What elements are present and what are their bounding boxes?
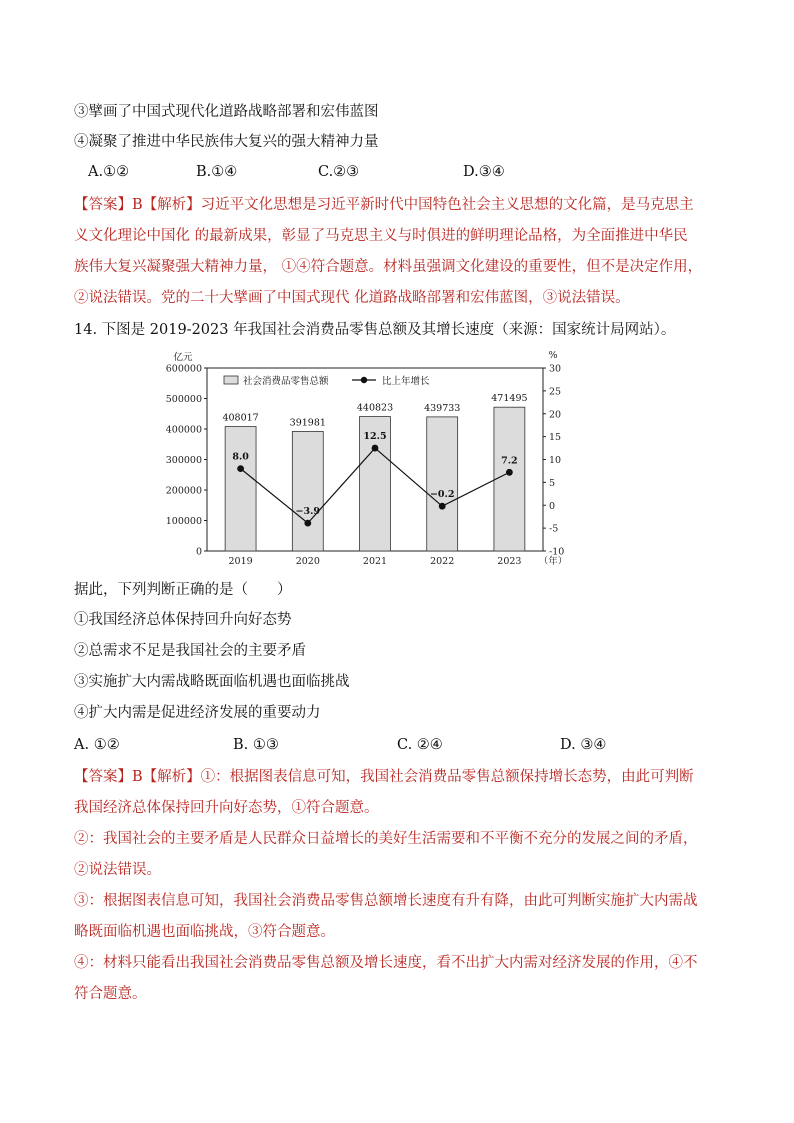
q14-explanation-line-2: 我国经济总体保持回升向好态势，①符合题意。 bbox=[74, 800, 379, 816]
bar-2023 bbox=[494, 407, 525, 551]
left-axis-unit: 亿元 bbox=[173, 352, 193, 363]
growth-label-2019: 8.0 bbox=[232, 451, 249, 463]
retail-sales-chart bbox=[160, 343, 580, 575]
left-axis-tick-label: 400000 bbox=[165, 424, 202, 436]
left-axis-tick-label: 200000 bbox=[165, 485, 202, 497]
left-axis-tick-label: 500000 bbox=[165, 394, 202, 405]
growth-point-2023 bbox=[506, 469, 513, 476]
growth-point-2020 bbox=[304, 520, 311, 527]
growth-label-2021: 12.5 bbox=[363, 431, 387, 443]
x-tick-label-2019: 2019 bbox=[228, 556, 253, 567]
left-axis-tick-label: 0 bbox=[195, 546, 202, 558]
left-axis-tick-label: 300000 bbox=[165, 455, 202, 466]
legend-line-label: 比上年增长 bbox=[382, 376, 430, 387]
x-tick-label-2023: 2023 bbox=[497, 556, 522, 567]
growth-label-2023: 7.2 bbox=[501, 455, 518, 467]
q14-item-4: ④扩大内需是促进经济发展的重要动力 bbox=[74, 705, 321, 721]
q13-option-d: D.③④ bbox=[463, 164, 505, 180]
bar-label-2021: 440823 bbox=[356, 402, 394, 414]
retail-sales-chart-svg bbox=[160, 343, 580, 575]
right-axis-unit: % bbox=[548, 350, 558, 361]
left-axis-tick-label: 100000 bbox=[165, 516, 202, 527]
bar-label-2023: 471495 bbox=[491, 393, 528, 405]
q14-answer-tag: 【答案】B【解析】 bbox=[74, 769, 201, 785]
growth-label-2020: −3.9 bbox=[295, 506, 321, 518]
bar-2020 bbox=[292, 431, 323, 551]
q13-item-3: ③擘画了中国式现代化道路战略部署和宏伟蓝图 bbox=[74, 104, 379, 120]
q13-explanation-line-3: 族伟大复兴凝聚强大精神力量， ①④符合题意。材料虽强调文化建设的重要性，但不是决定作用， bbox=[74, 259, 703, 275]
right-axis-tick-label: 20 bbox=[549, 409, 562, 421]
growth-point-2019 bbox=[237, 465, 244, 472]
legend-line-marker bbox=[361, 377, 367, 383]
q13-answer-tag: 【答案】B【解析】 bbox=[74, 197, 201, 213]
q14-explanation-line-8: 符合题意。 bbox=[74, 986, 147, 1002]
q13-option-a: A.①② bbox=[88, 164, 130, 180]
q14-explanation-line-5: ③：根据图表信息可知，我国社会消费品零售总额增长速度有升有降，由此可判断实施扩大内需战 bbox=[74, 893, 698, 909]
q14-option-a: A. ①② bbox=[74, 737, 120, 753]
x-axis-unit: （年） bbox=[538, 556, 568, 567]
bar-label-2020: 391981 bbox=[289, 417, 326, 429]
bar-2022 bbox=[427, 417, 458, 551]
growth-point-2022 bbox=[439, 503, 446, 510]
right-axis-tick-label: 5 bbox=[549, 477, 556, 489]
q14-explanation-line-6: 略既面临机遇也面临挑战，③符合题意。 bbox=[74, 924, 335, 940]
q14-stem: 14. 下图是 2019-2023 年我国社会消费品零售总额及其增长速度（来源：国家统计局网站）。 bbox=[74, 322, 676, 338]
q13-item-4: ④凝聚了推进中华民族伟大复兴的强大精神力量 bbox=[74, 134, 379, 150]
q14-explanation-line-4: ②说法错误。 bbox=[74, 862, 161, 878]
q13-explanation-line-1: 【答案】B【解析】习近平文化思想是习近平新时代中国特色社会主义思想的文化篇，是马克思主 bbox=[74, 197, 694, 213]
q14-prompt: 据此，下列判断正确的是（ ） bbox=[74, 582, 292, 598]
growth-label-2022: −0.2 bbox=[429, 489, 455, 501]
right-axis-tick-label: 10 bbox=[549, 455, 562, 466]
right-axis-tick-label: 0 bbox=[549, 500, 556, 512]
q14-option-d: D. ③④ bbox=[560, 737, 607, 753]
growth-point-2021 bbox=[372, 445, 379, 452]
x-tick-label-2021: 2021 bbox=[362, 556, 388, 567]
q14-explanation-line-7: ④：材料只能看出我国社会消费品零售总额及增长速度，看不出扩大内需对经济发展的作用，④不 bbox=[74, 955, 698, 971]
right-axis-tick-label: -5 bbox=[549, 523, 559, 535]
bar-label-2022: 439733 bbox=[424, 402, 461, 414]
legend-bar-swatch bbox=[224, 376, 238, 384]
q14-item-3: ③实施扩大内需战略既面临机遇也面临挑战 bbox=[74, 674, 350, 690]
q13-option-b: B.①④ bbox=[196, 164, 238, 180]
q14-option-c: C. ②④ bbox=[397, 737, 443, 753]
q13-explanation-line-2: 义文化理论中国化 的最新成果，彰显了马克思主义与时俱进的鲜明理论品格，为全面推进中华民 bbox=[74, 228, 688, 244]
left-axis-tick-label: 600000 bbox=[165, 363, 202, 375]
q14-explanation-line-1: 【答案】B【解析】①：根据图表信息可知，我国社会消费品零售总额保持增长态势，由此可判断 bbox=[74, 769, 694, 785]
right-axis-tick-label: 30 bbox=[549, 363, 562, 375]
q14-option-b: B. ①③ bbox=[233, 737, 279, 753]
q13-option-c: C.②③ bbox=[318, 164, 360, 180]
legend-bar-label: 社会消费品零售总额 bbox=[243, 376, 329, 387]
x-tick-label-2020: 2020 bbox=[295, 556, 320, 567]
x-tick-label-2022: 2022 bbox=[430, 556, 455, 567]
q13-explanation-line-4: ②说法错误。党的二十大擘画了中国式现代 化道路战略部署和宏伟蓝图，③说法错误。 bbox=[74, 290, 630, 306]
q14-item-2: ②总需求不足是我国社会的主要矛盾 bbox=[74, 643, 306, 659]
q14-item-1: ①我国经济总体保持回升向好态势 bbox=[74, 612, 292, 628]
right-axis-tick-label: 25 bbox=[549, 386, 562, 398]
bar-2019 bbox=[225, 427, 256, 551]
q14-explanation-line-3: ②：我国社会的主要矛盾是人民群众日益增长的美好生活需要和不平衡不充分的发展之间的矛盾， bbox=[74, 831, 698, 847]
right-axis-tick-label: 15 bbox=[549, 432, 562, 444]
right-axis-tick-label: -10 bbox=[549, 546, 565, 558]
bar-label-2019: 408017 bbox=[222, 412, 259, 424]
